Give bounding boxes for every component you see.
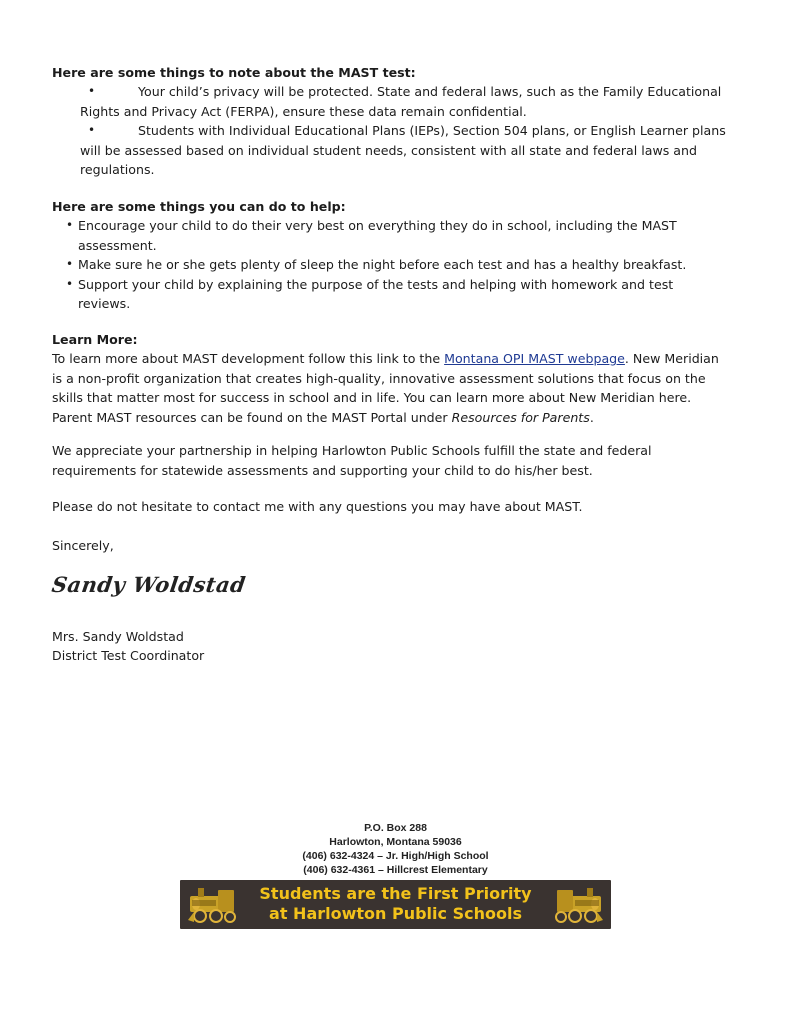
signer-title: District Test Coordinator (52, 648, 205, 663)
engineers-train-icon (549, 882, 605, 927)
bullet-dot: • (88, 84, 96, 98)
appreciation-paragraph: We appreciate your partnership in helping Harlowton Public Schools fulfill the state and federal requirements for statewide assessments and supporting your child to do his/her best. (52, 443, 652, 478)
contact-paragraph: Please do not hesitate to contact me with any questions you may have about MAST. (52, 499, 583, 514)
footer-address (0, 821, 791, 877)
help-bullet-1: • Encourage your child to do their very best on everything they do in school, including the MAST assessment. (66, 218, 677, 253)
bullet-dot: • (66, 276, 74, 291)
help-bullet-2: • Make sure he or she gets plenty of sleep the night before each test and has a healthy breakfast. (52, 255, 702, 275)
engineers-train-icon (186, 882, 242, 927)
bullet-text-first-line: Students with Individual Educational Plans (IEPs), Section 504 plans, or English Learner plans (138, 123, 726, 138)
bullet-dot: • (88, 123, 96, 137)
bullet-text-rest: Rights and Privacy Act (FERPA), ensure these data remain confidential. (80, 103, 527, 119)
signer-name: Mrs. Sandy Woldstad (52, 629, 184, 644)
help-bullet-3: • Support your child by explaining the purpose of the tests and helping with homework and test reviews. (66, 276, 674, 311)
help-list (52, 216, 702, 314)
footer-line: (406) 632-4324 – Jr. High/High School (302, 850, 489, 862)
section-heading-help: Here are some things you can do to help: (52, 199, 346, 214)
bullet-dot: • (66, 218, 74, 232)
opi-mast-webpage-link[interactable]: Montana OPI MAST webpage (444, 351, 625, 366)
section-heading-mast-notes: Here are some things to note about the MAST test: (52, 65, 416, 80)
footer-line: (406) 632-4361 – Hillcrest Elementary (303, 864, 488, 876)
banner-text (240, 884, 551, 924)
bullet-text-rest: will be assessed based on individual student needs, consistent with all state and federal laws and regulations. (80, 142, 697, 177)
closing: Sincerely, (52, 538, 114, 553)
bullet-dot: • (66, 257, 74, 271)
school-motto-banner (180, 880, 611, 929)
section-heading-learn-more: Learn More: (52, 332, 138, 347)
signature: Sandy Woldstad (50, 572, 248, 597)
banner-line-1: Students are the First Priority (259, 884, 532, 903)
learn-more-paragraph: To learn more about MAST development follow this link to the Montana OPI MAST webpage. New Meridian is a non-profit organization that creates high-quality, innovative assessment solutions that focus on the skills that matter most for success in school and in life. You can learn more about New Meridian here. Parent MAST resources can be found on the MAST Portal under Resources for Parents. (52, 351, 719, 425)
banner-line-2: at Harlowton Public Schools (269, 904, 522, 923)
footer-line: P.O. Box 288 (364, 822, 427, 834)
bullet-text-first-line: Your child’s privacy will be protected. State and federal laws, such as the Family Educational (138, 84, 722, 99)
footer-line: Harlowton, Montana 59036 (329, 836, 462, 848)
